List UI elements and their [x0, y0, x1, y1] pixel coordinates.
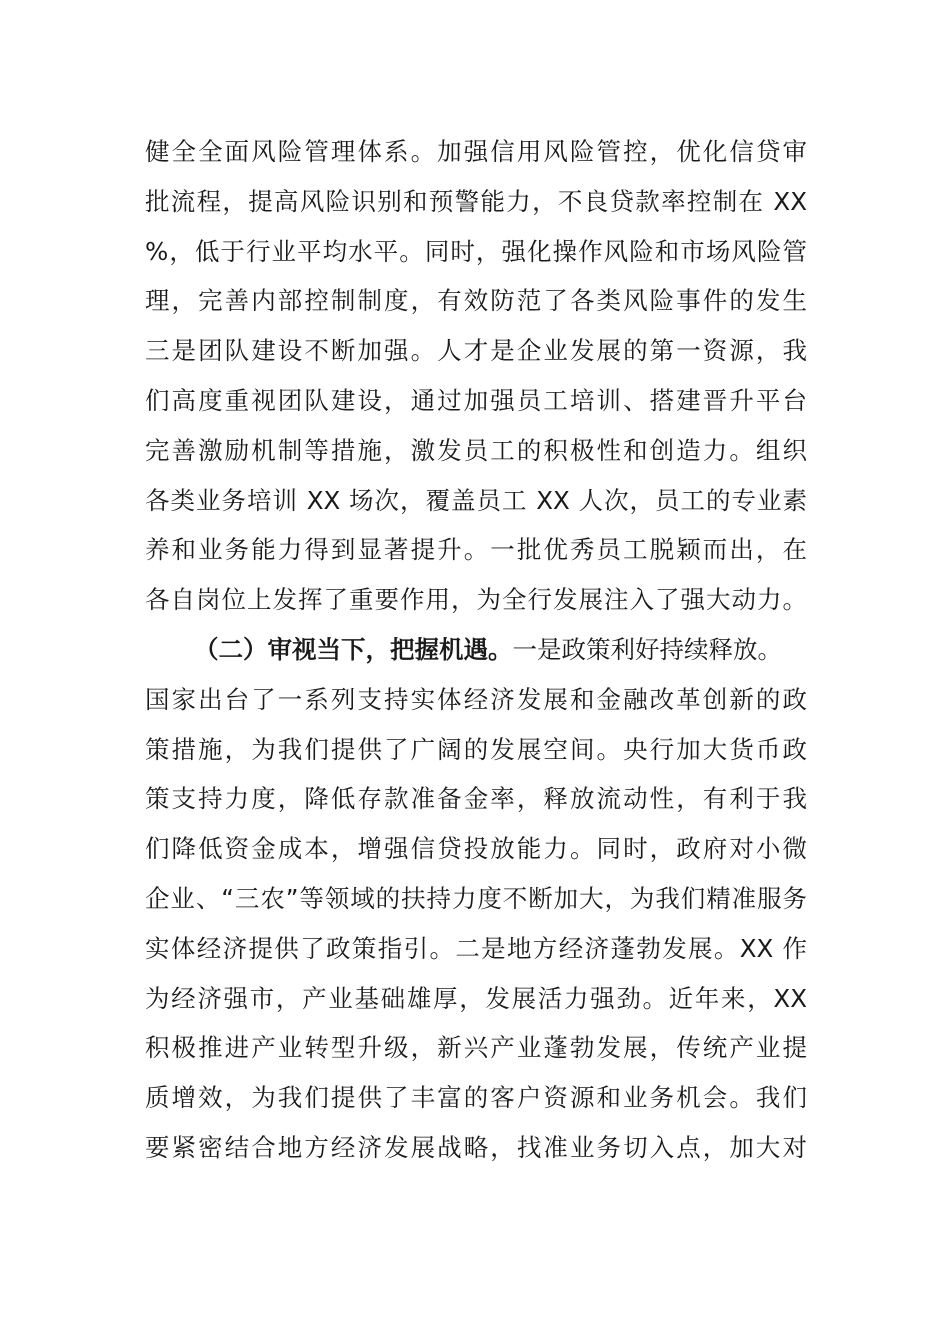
text-line: 要紧密结合地方经济发展战略，找准业务切入点，加大对: [145, 1132, 807, 1162]
text-line: 策措施，为我们提供了广阔的发展空间。央行加大货币政: [145, 734, 807, 764]
text-line: 批流程，提高风险识别和预警能力，不良贷款率控制在 XX: [145, 186, 807, 216]
text-line: 三是团队建设不断加强。人才是企业发展的第一资源，我: [145, 336, 807, 366]
text-line: 各类业务培训 XX 场次，覆盖员工 XX 人次，员工的专业素: [145, 485, 807, 515]
text-line: 实体经济提供了政策指引。二是地方经济蓬勃发展。XX 作: [145, 933, 807, 963]
text-line: 理，完善内部控制制度，有效防范了各类风险事件的发生: [145, 286, 807, 316]
text-line: 为经济强市，产业基础雄厚，发展活力强劲。近年来，XX: [145, 983, 807, 1013]
text-line: 企业、“三农”等领域的扶持力度不断加大，为我们精准服务: [145, 883, 807, 913]
text-line: 们降低资金成本，增强信贷投放能力。同时，政府对小微: [145, 834, 807, 864]
text-line: 国家出台了一系列支持实体经济发展和金融改革创新的政: [145, 684, 807, 714]
text-line: 养和业务能力得到显著提升。一批优秀员工脱颖而出，在: [145, 535, 807, 565]
text-line: 们高度重视团队建设，通过加强员工培训、搭建晋升平台: [145, 385, 807, 415]
text-line: 各自岗位上发挥了重要作用，为全行发展注入了强大动力。: [145, 585, 807, 615]
section-lead-text: 一是政策利好持续释放。: [512, 634, 782, 664]
section-heading: （二）审视当下，把握机遇。: [194, 634, 513, 664]
text-line: 健全全面风险管理体系。加强信用风险管控，优化信贷审: [145, 137, 807, 166]
text-line: 质增效，为我们提供了丰富的客户资源和业务机会。我们: [145, 1083, 807, 1113]
document-body: [145, 127, 807, 1173]
text-line: 策支持力度，降低存款准备金率，释放流动性，有利于我: [145, 784, 807, 814]
section-first-line: [145, 625, 807, 675]
text-line: 完善激励机制等措施，激发员工的积极性和创造力。组织: [145, 435, 807, 465]
text-line: 积极推进产业转型升级，新兴产业蓬勃发展，传统产业提: [145, 1033, 807, 1063]
text-line: %，低于行业平均水平。同时，强化操作风险和市场风险管: [145, 236, 807, 266]
